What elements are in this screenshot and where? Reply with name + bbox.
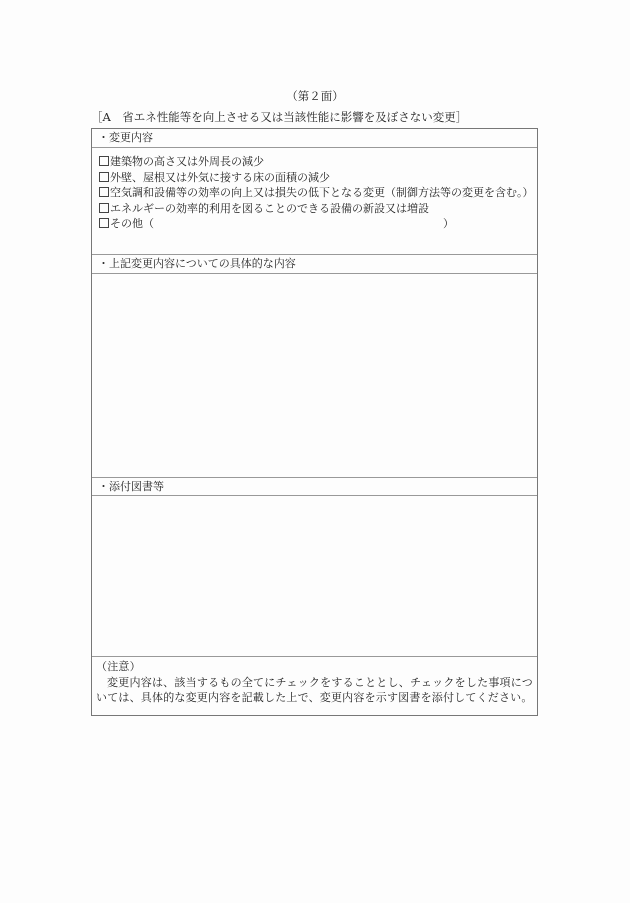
checkbox-icon[interactable]: [99, 203, 109, 213]
form-table: [91, 128, 538, 716]
specific-content-field[interactable]: [92, 274, 537, 476]
checkbox-icon[interactable]: [99, 172, 109, 182]
specific-content-header: ・上記変更内容についての具体的な内容: [98, 257, 296, 270]
checkbox-item-wall-area-reduction[interactable]: [99, 170, 531, 186]
checkbox-label: エネルギーの効率的利用を図ることのできる設備の新設又は増設: [110, 201, 429, 215]
checkbox-icon[interactable]: [99, 156, 109, 166]
checkbox-icon[interactable]: [99, 218, 109, 228]
checkbox-label: 空気調和設備等の効率の向上又は損失の低下となる変更（制御方法等の変更を含む。）: [110, 186, 534, 200]
checkbox-label: 外壁、屋根又は外気に接する床の面積の減少: [110, 170, 330, 184]
change-content-checklist: [92, 148, 537, 253]
checkbox-item-hvac-efficiency[interactable]: [99, 185, 534, 201]
attachments-field[interactable]: [92, 496, 537, 655]
change-content-header: ・変更内容: [98, 131, 153, 144]
checkbox-icon[interactable]: [99, 187, 109, 197]
checkbox-label: 建築物の高さ又は外周長の減少: [110, 155, 264, 168]
note-section: [92, 657, 537, 717]
page-label: （第２面）: [286, 89, 344, 103]
checkbox-item-new-equipment[interactable]: [99, 201, 531, 217]
checkbox-item-other[interactable]: [99, 216, 531, 232]
section-title: ［A 省エネ性能等を向上させる又は当該性能に影響を及ぼさない変更］: [91, 110, 468, 124]
checkbox-item-height-reduction[interactable]: [99, 154, 531, 170]
attachments-header: ・添付図書等: [98, 480, 164, 493]
note-body: 変更内容は、該当するもの全てにチェックをすることとし、チェックをした事項については、具体的な変更内容を記載した上で、変更内容を示す図書を添付してください。: [96, 675, 533, 704]
note-title: （注意）: [96, 660, 141, 673]
other-close-paren: ）: [443, 217, 454, 231]
other-label: その他（: [110, 217, 154, 231]
